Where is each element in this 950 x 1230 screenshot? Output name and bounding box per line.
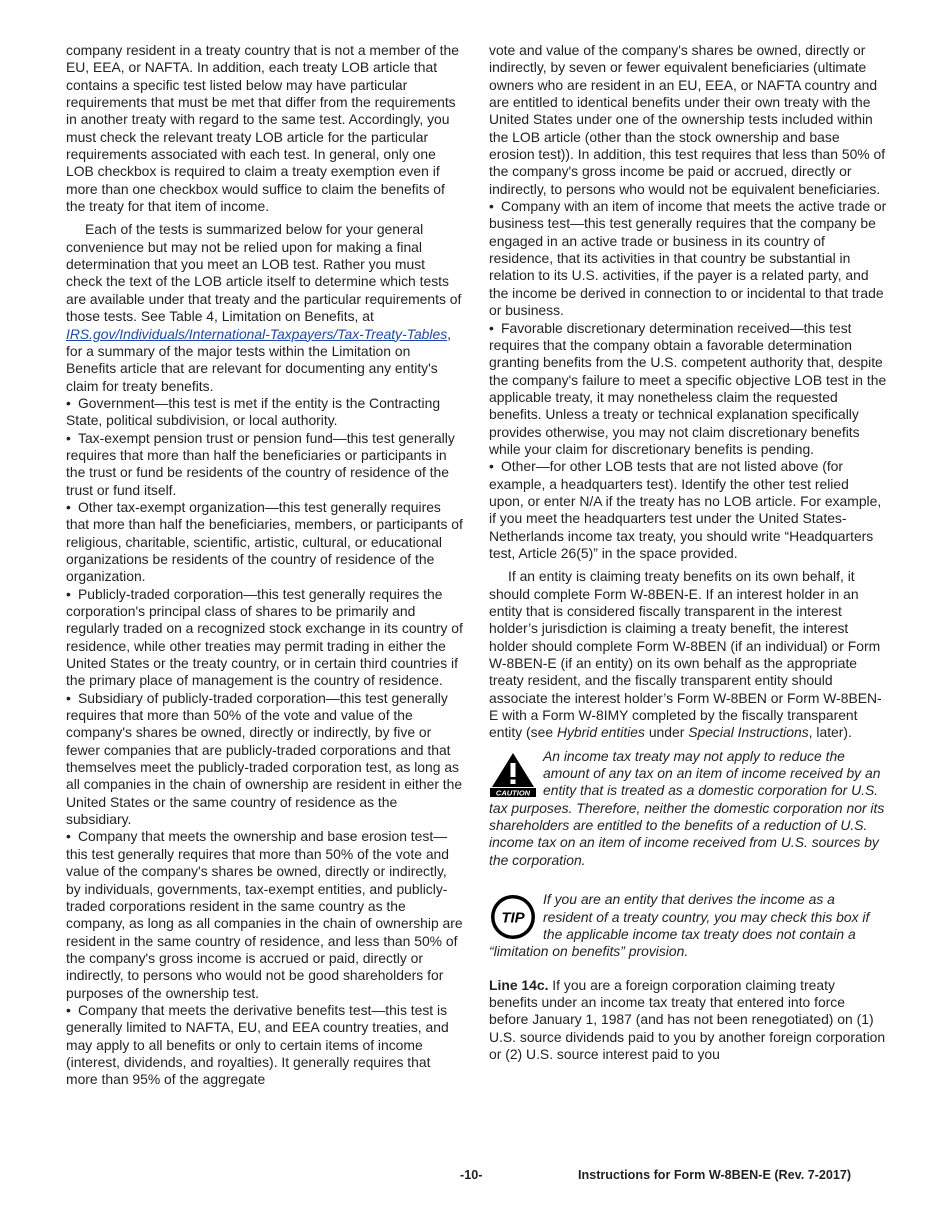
lob-test-other: • Other—for other LOB tests that are not listed above (for example, a headquarters test). Identify the other test relied upon, or enter N/A if the treaty has no LOB article. For example, if you meet the headquarters test under the United States-Netherlands income tax treaty, you should write “Headquarters test, Article 26(5)” in the space provided. xyxy=(489,458,882,561)
lob-test-publicly-traded: • Publicly-traded corporation—this test generally requires the corporation's principal class of shares to be primarily and regularly traded on a recognized stock exchange in its country of residence, while other treaties may permit trading in either the United States or the treaty country, or in certain third countries if the primary place of management is the country of residence. xyxy=(66,585,463,689)
intro-paragraph: company resident in a treaty country that is not a member of the EU, EEA, or NAFTA. In addition, each treaty LOB article that contains a specific test listed below may have particular requirements that must be met that differ from the requirements in another treaty with regard to the same test. Accordingly, you must check the relevant treaty LOB article for the particular requirements associated with each test. In general, only one LOB checkbox is required to claim a treaty exemption even if more than one checkbox would suffice to claim the benefits of the treaty for that item of income. xyxy=(66,42,459,215)
caution-text: An income tax treaty may not apply to reduce the amount of any tax on an item of income received by an entity that is treated as a domestic corporation for U.S. tax purposes. Therefore, neither the domestic corporation nor its shareholders are entitled to the benefits of a reduction of U.S. income tax on an item of income received from U.S. sources by the corporation. xyxy=(489,747,885,868)
tax-treaty-tables-link[interactable]: IRS.gov/Individuals/International-Taxpayers/Tax-Treaty-Tables xyxy=(66,325,448,342)
lob-test-discretionary: • Favorable discretionary determination received—this test requires that the company obtain a favorable determination granting benefits from the U.S. competent authority that, despite the company's failure to meet a specific objective LOB test in the applicable treaty, it may nonetheless claim the requested benefits. Unless a treaty or technical explanation specifically provides otherwise, you may not claim discretionary benefits while your claim for discretionary benefits is pending. xyxy=(489,319,887,457)
line-14c-paragraph: Line 14c. If you are a foreign corporation claiming treaty benefits under an income tax treaty that entered into force before January 1, 1987 (and has not been renegotiated) on (1) U.S. source dividends paid to you by another foreign corporation or (2) U.S. source interest paid to you xyxy=(489,976,886,1062)
warning-triangle-icon xyxy=(489,750,537,798)
left-column xyxy=(66,42,464,1089)
form-title: Instructions for Form W-8BEN-E (Rev. 7-2017) xyxy=(578,1168,852,1182)
lob-test-active-trade: • Company with an item of income that meets the active trade or business test—this test generally requires that the company be engaged in an active trade or business in its country of residence, that its activities in that country be substantial in relation to its U.S. activities, if the payer is a related party, and the income be derived in connection to or incidental to that trade or business. xyxy=(489,198,887,319)
page-number: -10- xyxy=(460,1168,483,1182)
tests-summary-paragraph: Each of the tests is summarized below for your general convenience but may not be relied upon for making a final determination that you meet an LOB test. Rather you must check the text of the LOB article itself to determine which tests are available under that treaty and the particular requirements of those tests. See Table 4, Limitation on Benefits, at IRS.gov/Individuals/International-Taxpayers/Tax-Treaty-Tables, for a summary of the major tests within the Limitation on Benefits article that are relevant for documenting any entity's claim for treaty benefits. xyxy=(66,221,462,394)
lob-test-ownership-base-erosion: • Company that meets the ownership and base erosion test—this test generally requires that more than 50% of the vote and value of the company's shares be owned, directly or indirectly, by individuals, governments, tax-exempt entities, and publicly-traded corporations resident in the same country as the company, as long as all companies in the chain of ownership are resident in the same country of residence, and less than 50% of the company's gross income is accrued or paid, directly or indirectly, to persons who would not be good shareholders for purposes of the ownership test. xyxy=(66,828,463,1001)
line-14c-heading: Line 14c. xyxy=(489,976,549,993)
tip-note xyxy=(489,891,887,960)
lob-test-pension-fund: • Tax-exempt pension trust or pension fund—this test generally requires that more than half the beneficiaries or participants in the trust or fund be residents of the country of residence of the trust or fund itself. xyxy=(66,429,455,498)
derivative-benefits-continued: vote and value of the company's shares be owned, directly or indirectly, by seven or fewer equivalent beneficiaries (ultimate owners who are resident in an EU, EEA, or NAFTA country and are entitled to identical benefits under their own treaty with the United States under one of the ownership tests included within the LOB article (other than the stock ownership and base erosion test)). In addition, this test requires that less than 50% of the company's gross income be paid or accrued, directly or indirectly, to persons who would not be equivalent beneficiaries. xyxy=(489,42,886,197)
caution-label: CAUTION xyxy=(495,788,531,798)
lob-test-tax-exempt-org: • Other tax-exempt organization—this test generally requires that more than half the beneficiaries, members, or participants of religious, charitable, scientific, artistic, cultural, or educational organizations be residents of the country of residence of the organization. xyxy=(66,498,463,585)
lob-test-derivative-benefits: • Company that meets the derivative benefits test—this test is generally limited to NAFTA, EU, and EEA country treaties, and may apply to all benefits or only to certain items of income (interest, dividends, and royalties). It generally requires that more than 95% of the aggregate xyxy=(66,1001,449,1088)
tip-text: If you are an entity that derives the income as a resident of a treaty country, you may check this box if the applicable income tax treaty does not contain a “limitation on benefits” provision. xyxy=(489,891,870,960)
tip-icon xyxy=(489,893,537,941)
right-column xyxy=(489,42,887,1063)
entity-claim-paragraph: If an entity is claiming treaty benefits on its own behalf, it should complete Form W-8BEN-E. If an interest holder in an entity that is considered fiscally transparent in the interest holder’s jurisdiction is claiming a treaty benefit, the interest holder should complete Form W-8BEN (if an individual) or Form W-8BEN-E (if an entity) on its own behalf as the appropriate treaty resident, and the fiscally transparent entity should associate the interest holder’s Form W-8BEN or Form W-8BEN-E with a Form W-8IMY completed by the fiscally transparent entity (see Hybrid entities under Special Instructions, later). xyxy=(489,568,882,741)
lob-test-subsidiary: • Subsidiary of publicly-traded corporation—this test generally requires that more than 50% of the vote and value of the company's shares be owned, directly or indirectly, by five or fewer companies that are publicly-traded corporations and that themselves meet the publicly-traded corporation test, as long as all companies in the chain of ownership are resident in either the United States or the same country of residence as the subsidiary. xyxy=(66,689,463,828)
lob-test-government: • Government—this test is met if the entity is the Contracting State, political subdivision, or local authority. xyxy=(66,394,441,429)
caution-note xyxy=(489,748,887,869)
tip-label: TIP xyxy=(501,909,525,927)
